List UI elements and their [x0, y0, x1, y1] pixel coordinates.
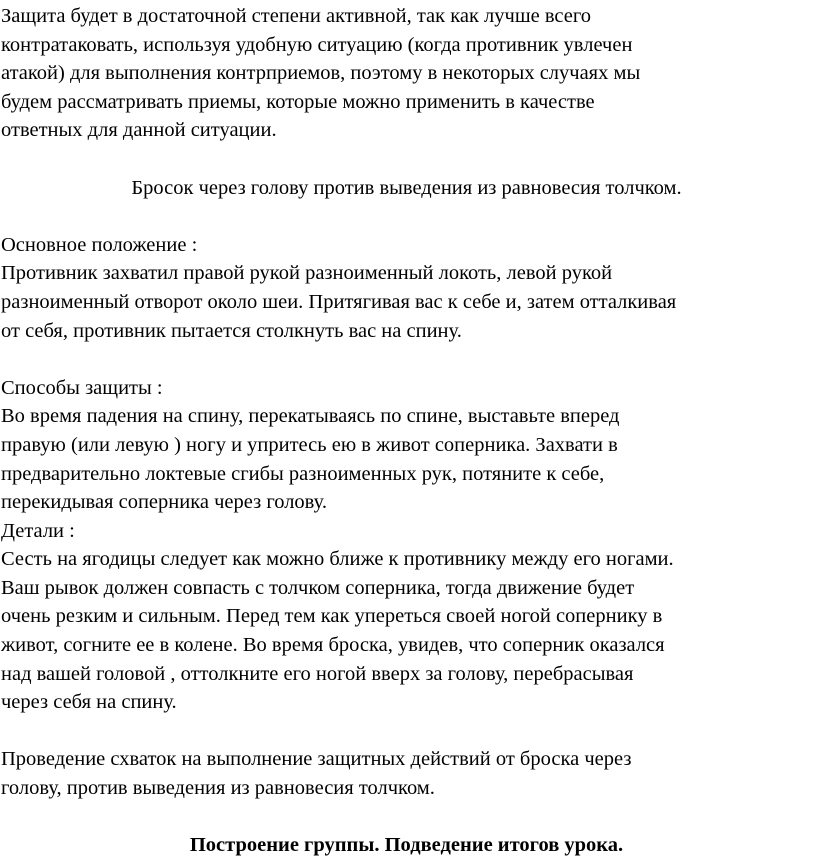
practice-paragraph	[1, 745, 812, 802]
details-line: через себя на спину.	[1, 691, 177, 714]
details-line: Ваш рывок должен совпасть с толчком соперника, тогда движение будет	[1, 576, 635, 599]
blank-line	[1, 202, 812, 231]
defense-methods-section	[1, 374, 812, 517]
details-line: Сесть на ягодицы следует как можно ближе к противнику между его ногами.	[1, 548, 674, 571]
basic-position-line: Противник захватил правой рукой разноименный локоть, левой рукой	[1, 262, 613, 285]
blank-line	[1, 717, 812, 746]
details-line: над вашей головой , оттолкните его ногой вверх за голову, перебрасывая	[1, 662, 634, 685]
defense-methods-line: правую (или левую ) ногу и упритесь ею в живот соперника. Захвати в	[1, 433, 618, 456]
basic-position-section	[1, 231, 812, 345]
details-section	[1, 517, 812, 717]
defense-methods-label: Способы защиты :	[1, 376, 163, 399]
technique-title: Бросок через голову против выведения из равновесия толчком.	[131, 176, 682, 199]
intro-line: будем рассматривать приемы, которые можно применить в качестве	[1, 90, 595, 113]
blank-line	[1, 145, 812, 174]
basic-position-line: разноименный отворот около шеи. Притягивая вас к себе и, затем отталкивая	[1, 290, 677, 313]
intro-line: атакой) для выполнения контрприемов, поэтому в некоторых случаях мы	[1, 62, 641, 85]
practice-line: Проведение схваток на выполнение защитных действий от броска через	[1, 748, 632, 771]
intro-line: контратаковать, используя удобную ситуацию (когда противник увлечен	[1, 33, 633, 56]
defense-methods-line: предварительно локтевые сгибы разноименных рук, потяните к себе,	[1, 462, 605, 485]
basic-position-line: от себя, противник пытается столкнуть вас на спину.	[1, 319, 462, 342]
blank-line	[1, 803, 812, 832]
intro-line: ответных для данной ситуации.	[1, 119, 277, 142]
details-line: очень резким и сильным. Перед тем как упереться своей ногой сопернику в	[1, 605, 663, 628]
blank-line	[1, 345, 812, 374]
basic-position-label: Основное положение :	[1, 233, 198, 256]
defense-methods-line: Во время падения на спину, перекатываясь по спине, выставьте вперед	[1, 405, 620, 428]
intro-paragraph	[1, 2, 812, 145]
practice-line: голову, против выведения из равновесия толчком.	[1, 777, 435, 800]
intro-line: Защита будет в достаточной степени активной, так как лучше всего	[1, 5, 591, 27]
details-line: живот, согните ее в колене. Во время броска, увидев, что соперник оказался	[1, 634, 665, 657]
defense-methods-line: перекидывая соперника через голову.	[1, 491, 327, 514]
closing-title: Построение группы. Подведение итогов урока.	[189, 834, 624, 857]
details-label: Детали :	[1, 519, 75, 542]
